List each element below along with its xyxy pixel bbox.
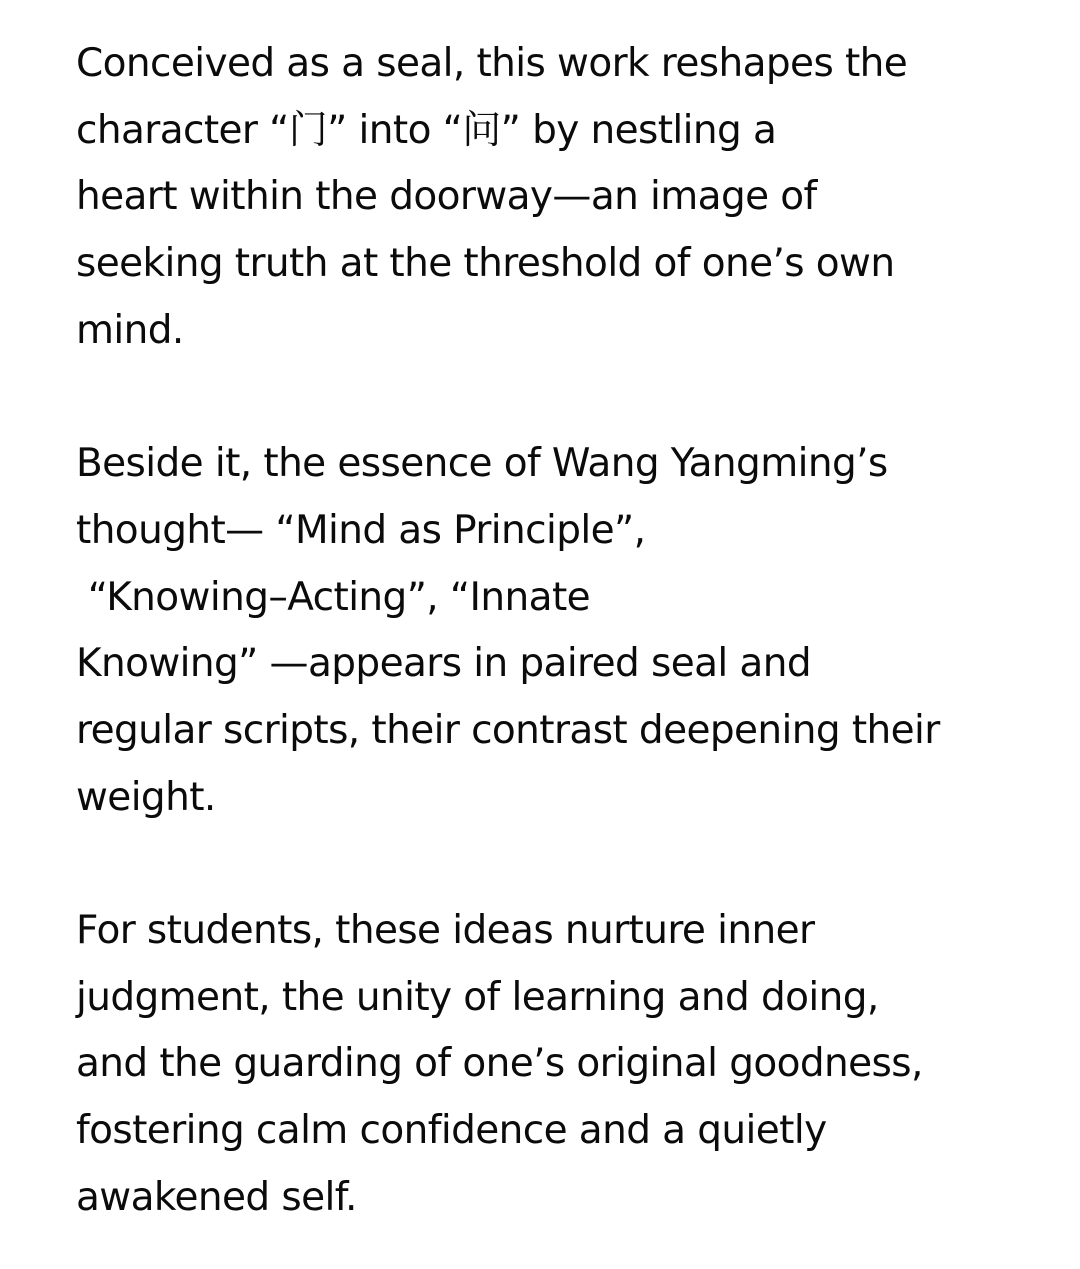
text-line: “Knowing–Acting”, “Innate bbox=[76, 574, 591, 620]
paragraph-seal-description bbox=[76, 31, 1036, 364]
paragraph-spacer bbox=[76, 364, 1036, 431]
text-line: For students, these ideas nurture inner bbox=[76, 907, 815, 953]
text-line: regular scripts, their contrast deepening their bbox=[76, 707, 940, 753]
text-line: mind. bbox=[76, 307, 184, 353]
text-line: seeking truth at the threshold of one’s own bbox=[76, 241, 895, 287]
text-line: fostering calm confidence and a quietly bbox=[76, 1108, 827, 1153]
text-line: judgment, the unity of learning and doing, bbox=[76, 974, 879, 1020]
paragraph-yangming-thought bbox=[76, 431, 1036, 831]
paragraph-spacer bbox=[76, 831, 1036, 898]
text-line: heart within the doorway—an image of bbox=[76, 174, 817, 220]
paragraph-students bbox=[76, 898, 1036, 1231]
text-line: thought— “Mind as Principle”, bbox=[76, 507, 646, 553]
text-line: and the guarding of one’s original goodness, bbox=[76, 1041, 923, 1087]
text-line: weight. bbox=[76, 774, 216, 820]
text-line: Beside it, the essence of Wang Yangming’s bbox=[76, 441, 888, 487]
document-body bbox=[76, 31, 1036, 1231]
text-line: awakened self. bbox=[76, 1174, 357, 1220]
text-line: Conceived as a seal, this work reshapes the bbox=[76, 41, 908, 86]
text-line: Knowing” —appears in paired seal and bbox=[76, 641, 811, 687]
text-line: character “门” into “问” by nestling a bbox=[76, 107, 777, 153]
